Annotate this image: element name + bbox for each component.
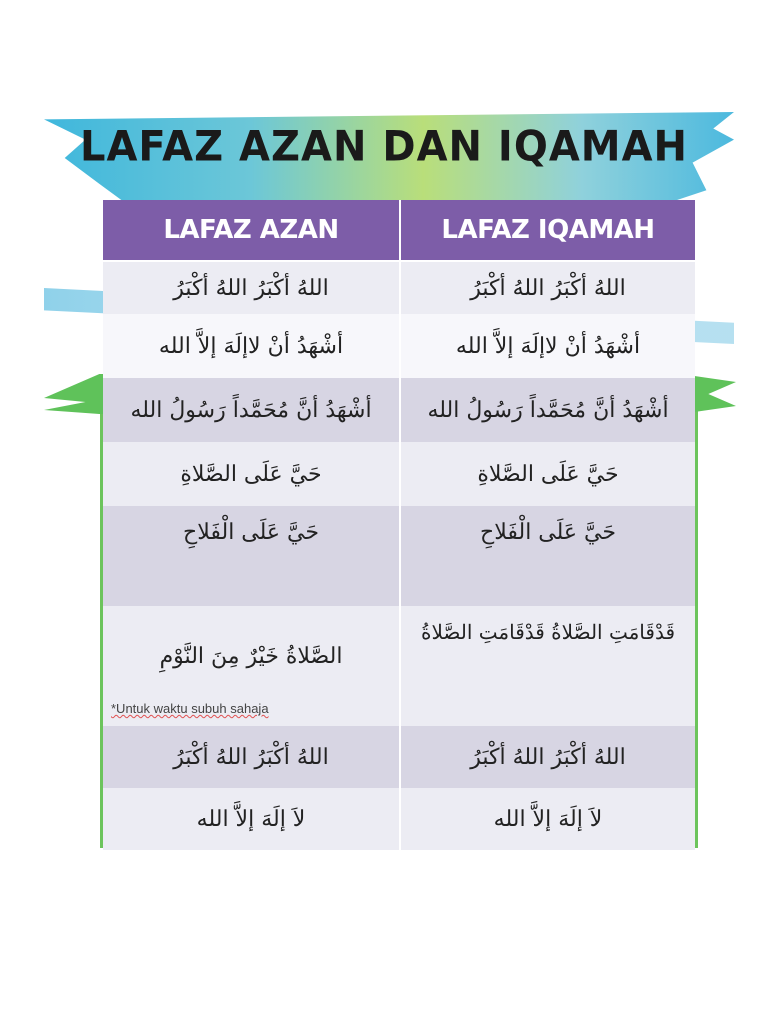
iqamah-cell: حَيَّ عَلَى الصَّلاةِ [399,442,695,506]
azan-cell-subuh [103,606,399,726]
lafaz-table [103,200,695,850]
table-row [103,788,695,850]
iqamah-cell: قَدْقَامَتِ الصَّلاةُ قَدْقَامَتِ الصَّلاةُ [399,606,695,726]
azan-cell: اللهُ أكْبَرُ اللهُ أكْبَرُ [103,726,399,788]
azan-cell: اللهُ أكْبَرُ اللهُ أكْبَرُ [103,262,399,314]
table-header-row [103,200,695,260]
azan-cell: حَيَّ عَلَى الصَّلاةِ [103,442,399,506]
table-row [103,506,695,606]
column-header-azan: LAFAZ AZAN [103,200,399,260]
azan-cell: حَيَّ عَلَى الْفَلاحِ [103,506,399,606]
table-row [103,262,695,314]
azan-text: الصَّلاةُ خَيْرٌ مِنَ النَّوْمِ [159,643,343,669]
iqamah-cell: حَيَّ عَلَى الْفَلاحِ [399,506,695,606]
table-row [103,378,695,442]
column-header-iqamah: LAFAZ IQAMAH [399,200,695,260]
iqamah-cell: أشْهَدُ أنَّ مُحَمَّداً رَسُولُ الله [399,378,695,442]
table-row [103,606,695,726]
page-title: LAFAZ AZAN DAN IQAMAH [79,122,689,172]
subuh-note: *Untuk waktu subuh sahaja [111,701,269,716]
azan-cell: أشْهَدُ أنْ لاإلَهَ إلاَّ الله [103,314,399,378]
azan-cell: لاَ إلَهَ إلاَّ الله [103,788,399,850]
iqamah-cell: لاَ إلَهَ إلاَّ الله [399,788,695,850]
table-row [103,314,695,378]
table-row [103,442,695,506]
azan-cell: أشْهَدُ أنَّ مُحَمَّداً رَسُولُ الله [103,378,399,442]
table-row [103,726,695,788]
iqamah-cell: اللهُ أكْبَرُ اللهُ أكْبَرُ [399,262,695,314]
iqamah-cell: اللهُ أكْبَرُ اللهُ أكْبَرُ [399,726,695,788]
iqamah-cell: أشْهَدُ أنْ لاإلَهَ إلاَّ الله [399,314,695,378]
